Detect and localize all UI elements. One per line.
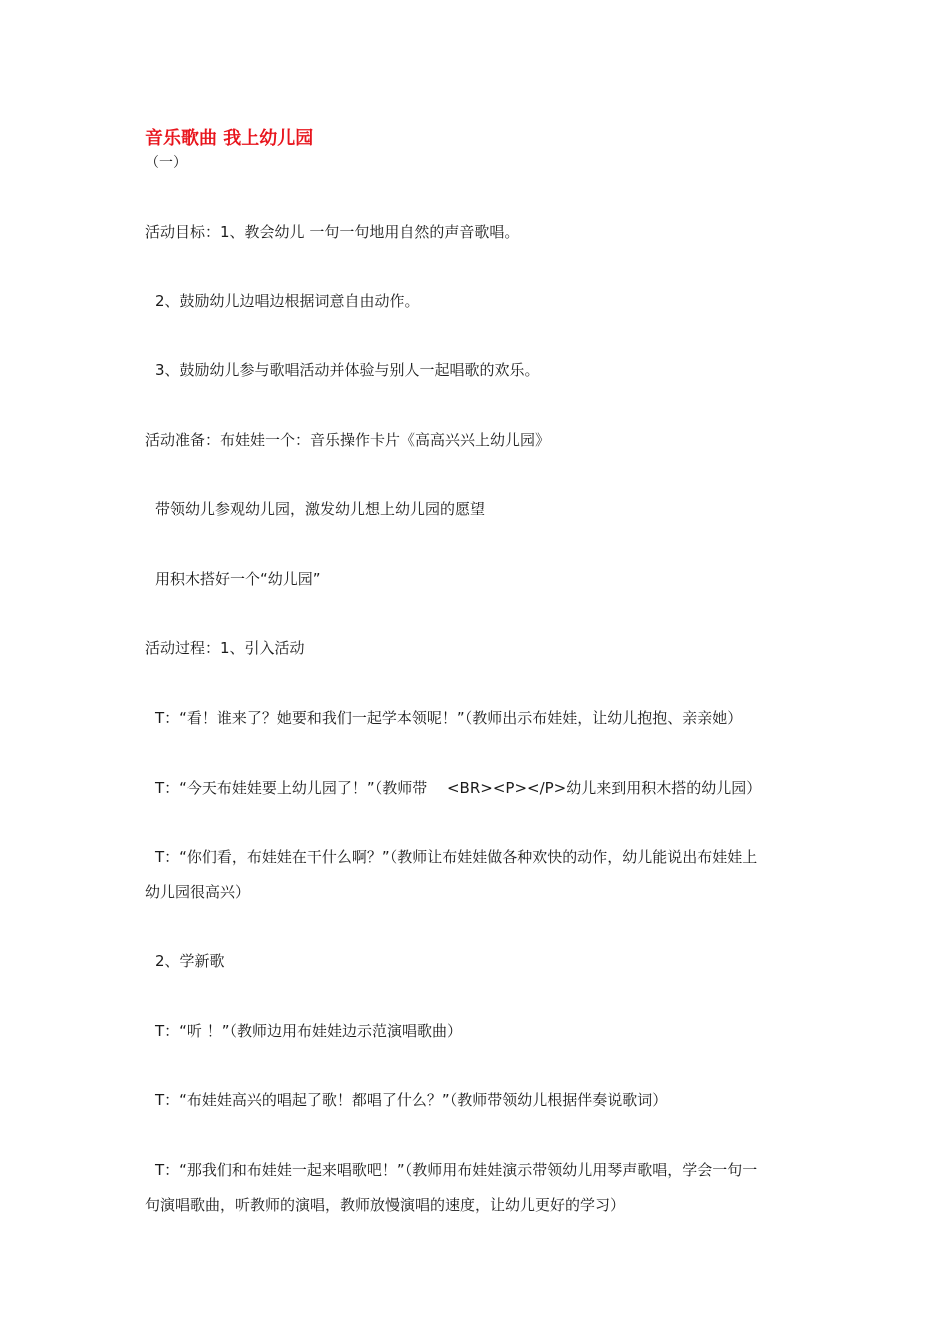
prep-line-1: 活动准备：布娃娃一个：音乐操作卡片《高高兴兴上幼儿园》 [145, 431, 551, 449]
dialogue-line-3a: T：“你们看，布娃娃在干什么啊？”（教师让布娃娃做各种欢快的动作，幼儿能说出布娃娃上 [155, 848, 758, 866]
goal-line-3: 3、鼓励幼儿参与歌唱活动并体验与别人一起唱歌的欢乐。 [155, 361, 540, 379]
dialogue-line-5: T：“布娃娃高兴的唱起了歌！都唱了什么？”（教师带领幼儿根据伴奏说歌词） [155, 1091, 668, 1109]
prep-line-3: 用积木搭好一个“幼儿园” [155, 570, 321, 588]
process-line-1: 活动过程：1、引入活动 [145, 639, 305, 657]
dialogue-line-4: T：“听 ！”（教师边用布娃娃边示范演唱歌曲） [155, 1022, 462, 1040]
step-2-heading: 2、学新歌 [155, 952, 225, 970]
dialogue-line-6a: T：“那我们和布娃娃一起来唱歌吧！”（教师用布娃娃演示带领幼儿用琴声歌唱，学会一句一 [155, 1161, 758, 1179]
prep-line-2: 带领幼儿参观幼儿园，激发幼儿想上幼儿园的愿望 [155, 500, 486, 518]
dialogue-line-6b: 句演唱歌曲，听教师的演唱，教师放慢演唱的速度，让幼儿更好的学习） [145, 1196, 626, 1214]
document-title: 音乐歌曲 我上幼儿园 [145, 128, 314, 149]
dialogue-line-3b: 幼儿园很高兴） [145, 883, 251, 901]
goal-line-1: 活动目标：1、教会幼儿 一句一句地用自然的声音歌唱。 [145, 223, 520, 241]
goal-line-2: 2、鼓励幼儿边唱边根据词意自由动作。 [155, 292, 420, 310]
dialogue-line-1: T：“看！谁来了？她要和我们一起学本领呢！”（教师出示布娃娃，让幼儿抱抱、亲亲她） [155, 709, 743, 727]
document-subtitle: （一） [145, 155, 187, 171]
dialogue-line-2: T：“今天布娃娃要上幼儿园了！”（教师带 <BR><P></P>幼儿来到用积木搭的幼儿园） [155, 779, 762, 797]
